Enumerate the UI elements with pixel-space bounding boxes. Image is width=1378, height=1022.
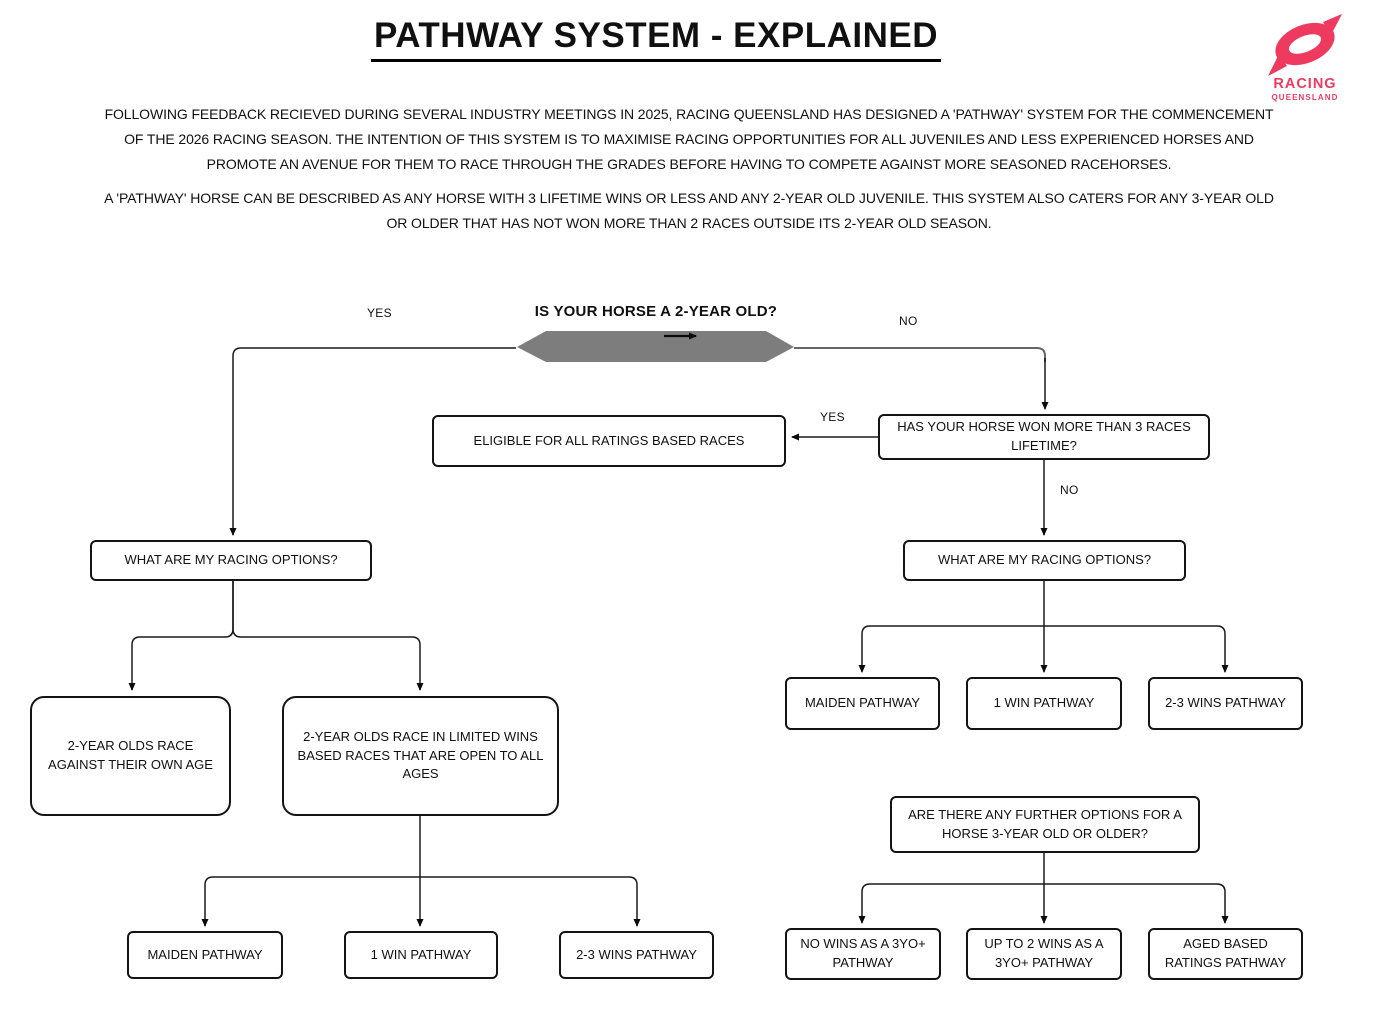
label-no-2yo: NO [899,314,918,328]
node-no-wins-3yo-pathway: NO WINS AS A 3YO+ PATHWAY [785,928,941,980]
label-yes-won3: YES [820,410,845,424]
node-1-win-pathway-right: 1 WIN PATHWAY [966,677,1122,730]
node-2yo-own-age: 2-YEAR OLDS RACE AGAINST THEIR OWN AGE [30,696,231,816]
intro-paragraph-2: A 'PATHWAY' HORSE CAN BE DESCRIBED AS ANY HORSE WITH 3 LIFETIME WINS OR LESS AND ANY 2-YEAR OLD JUVENILE. THIS SYSTEM ALSO CATERS FOR ANY 3-YEAR OLD OR OLDER THAT HAS NOT WON MORE THAN 2 RACES OUTSIDE ITS 2-YEAR OLD SEASON. [104,190,1274,231]
logo-text-queensland: QUEENSLAND [1271,93,1339,102]
page-title: PATHWAY SYSTEM - EXPLAINED [371,16,941,62]
intro-paragraph-1: FOLLOWING FEEDBACK RECIEVED DURING SEVERAL INDUSTRY MEETINGS IN 2025, RACING QUEENSLAND HAS DESIGNED A 'PATHWAY' SYSTEM FOR THE COMMENCEMENT OF THE 2026 RACING SEASON. THE INTENTION OF THIS SYSTEM IS TO MAXIMISE RACING OPPORTUNITIES FOR ALL JUVENILES AND LESS EXPERIENCED HORSES AND PROMOTE AN AVENUE FOR THEM TO RACE THROUGH THE GRADES BEFORE HAVING TO COMPETE AGAINST MORE SEASONED RACEHORSES. [104,106,1274,172]
logo-text-racing: RACING [1273,76,1337,92]
node-racing-options-left: WHAT ARE MY RACING OPTIONS? [90,540,372,581]
main-question: IS YOUR HORSE A 2-YEAR OLD? [534,303,778,320]
label-yes-2yo: YES [367,306,392,320]
node-2-3-wins-pathway-left: 2-3 WINS PATHWAY [559,931,714,979]
node-further-options: ARE THERE ANY FURTHER OPTIONS FOR A HORSE 3-YEAR OLD OR OLDER? [890,796,1200,853]
node-racing-options-right: WHAT ARE MY RACING OPTIONS? [903,540,1186,581]
node-1-win-pathway-left: 1 WIN PATHWAY [344,931,498,979]
label-no-won3: NO [1060,483,1079,497]
node-eligible-ratings: ELIGIBLE FOR ALL RATINGS BASED RACES [432,415,786,467]
node-maiden-pathway-right: MAIDEN PATHWAY [785,677,940,730]
node-2yo-limited-wins: 2-YEAR OLDS RACE IN LIMITED WINS BASED RACES THAT ARE OPEN TO ALL AGES [282,696,559,816]
node-2-3-wins-pathway-right: 2-3 WINS PATHWAY [1148,677,1303,730]
decision-hexagon [517,331,794,362]
node-up-to-2-wins-3yo-pathway: UP TO 2 WINS AS A 3YO+ PATHWAY [966,928,1122,980]
node-won-more-than-3: HAS YOUR HORSE WON MORE THAN 3 RACES LIFETIME? [878,414,1210,460]
node-aged-based-ratings-pathway: AGED BASED RATINGS PATHWAY [1148,928,1303,980]
node-maiden-pathway-left: MAIDEN PATHWAY [127,931,283,979]
